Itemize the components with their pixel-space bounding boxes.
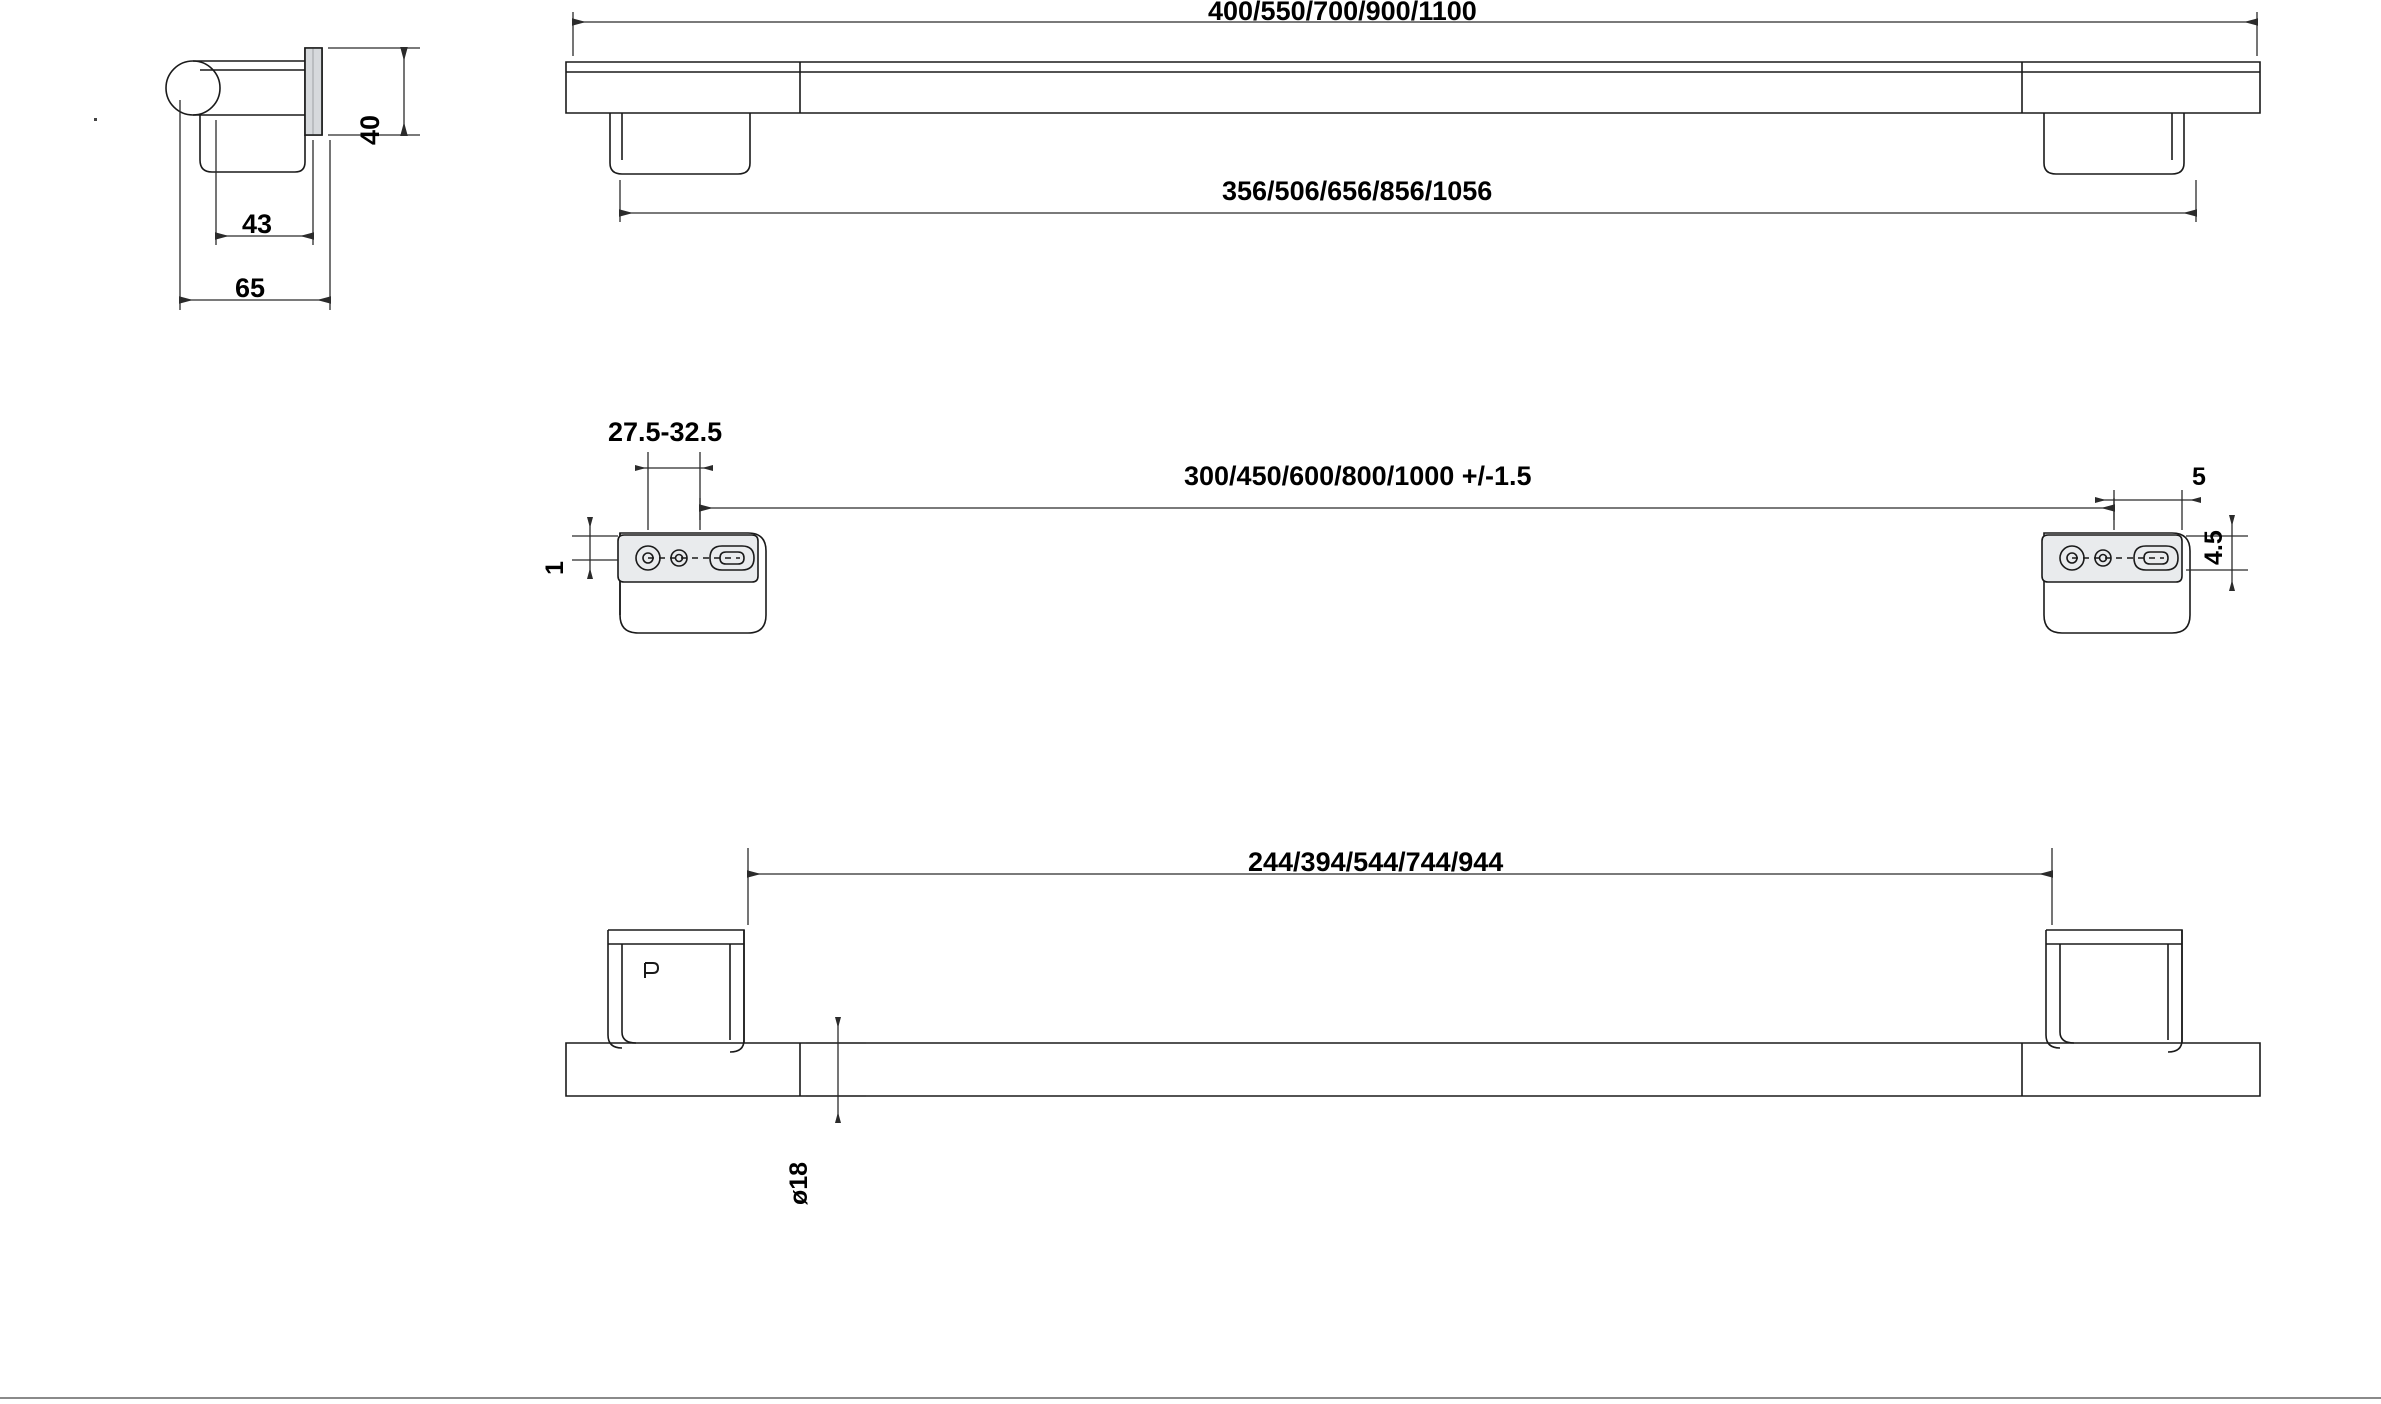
dim-depth-43: 43	[242, 209, 273, 239]
dim-tube-diameter: ø18	[785, 1161, 813, 1205]
dim-inner-clear: 244/394/544/744/944	[1248, 847, 1504, 877]
mounting-plate-left-geometry	[618, 533, 766, 633]
dim-depth-65: 65	[235, 273, 266, 303]
dim-plate-offset: 27.5-32.5	[608, 417, 723, 447]
top-view-dimensions	[748, 848, 2052, 1122]
dim-overall-length: 400/550/700/900/1100	[1208, 0, 1477, 26]
dim-hole-centers: 300/450/600/800/1000 +/-1.5	[1184, 461, 1532, 491]
mounting-plate-right-geometry	[2042, 533, 2190, 633]
dim-bracket-outer: 356/506/656/856/1056	[1222, 176, 1493, 206]
dim-edge-1: 1	[541, 561, 569, 575]
reference-dot	[94, 118, 97, 121]
top-view-geometry	[566, 930, 2260, 1096]
side-view-geometry	[166, 48, 322, 172]
dim-edge-5: 5	[2192, 463, 2206, 491]
dim-height-40: 40	[355, 114, 385, 145]
side-view-dimensions	[180, 48, 420, 310]
front-view-geometry	[566, 62, 2260, 174]
dim-edge-4-5: 4.5	[2200, 530, 2228, 565]
